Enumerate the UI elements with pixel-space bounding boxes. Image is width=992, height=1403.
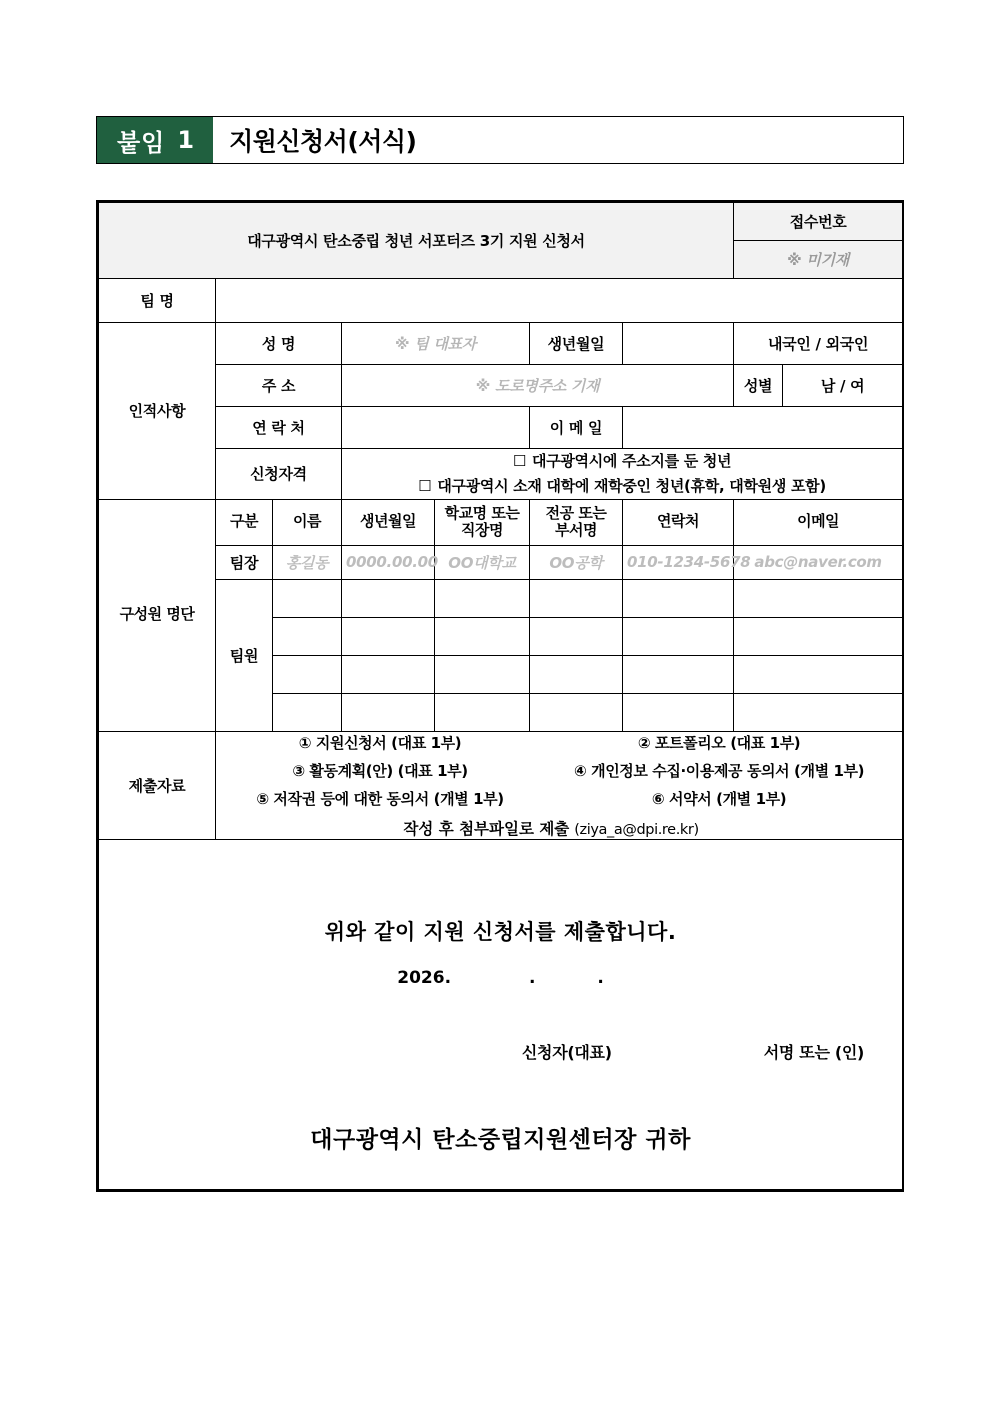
member-col-email-label: 이메일 [797,512,840,531]
member-section-label: 구성원 명단 [99,499,216,731]
declaration-signature-line [103,1040,898,1063]
member-col-major [530,499,623,545]
documents-section-label: 제출자료 [99,731,216,839]
declaration-statement: 위와 같이 지원 신청서를 제출합니다. [324,920,677,944]
member-major-input[interactable] [530,617,623,655]
personal-section-label: 인적사항 [99,323,216,500]
name-input[interactable]: ※ 팀 대표자 [342,323,530,365]
member-name-input[interactable] [273,617,342,655]
checkbox-icon[interactable]: ☐ [512,452,526,470]
member-col-name [273,499,342,545]
birth-input[interactable] [623,323,734,365]
personal-name-row [99,323,903,365]
attachment-tag [97,117,213,163]
member-birth-input[interactable] [342,579,435,617]
member-col-school-line2: 직장명 [461,521,503,539]
nationality-label[interactable]: 내국인 / 외국인 [734,323,903,365]
member-col-phone [623,499,734,545]
declaration-day-dot[interactable]: . [597,968,604,988]
member-col-birth [342,499,435,545]
declaration-year[interactable]: 2026. [397,968,452,988]
member-email-input[interactable] [734,655,903,693]
document-item-3: ③ 활동계획(안) (대표 1부) [292,761,468,780]
address-label: 주 소 [216,365,342,407]
receipt-number-note: ※ 미기재 [734,241,903,279]
leader-name-input[interactable]: 홍길동 [273,545,342,579]
checkbox-icon[interactable]: ☐ [418,476,432,495]
member-email-input[interactable] [734,617,903,655]
qualification-row [99,449,903,500]
declaration-block [99,839,903,1189]
name-label: 성 명 [216,323,342,365]
member-col-school-line1: 학교명 또는 [444,503,520,522]
member-phone-input[interactable] [623,579,734,617]
member-birth-input[interactable] [342,617,435,655]
declaration-addressee: 대구광역시 탄소중립지원센터장 귀하 [310,1127,691,1153]
member-email-input[interactable] [734,693,903,731]
documents-list [216,731,903,839]
document-title: 대구광역시 탄소중립 청년 서포터즈 3기 지원 신청서 [99,203,734,279]
documents-grid [220,732,898,809]
member-name-input[interactable] [273,655,342,693]
qualification-label: 신청자격 [216,449,342,500]
member-name-input[interactable] [273,579,342,617]
leader-major-input[interactable]: OO공학 [530,545,623,579]
member-row [99,579,903,617]
attachment-tag-number: 1 [177,126,196,154]
qualification-option-2[interactable] [346,474,898,499]
member-name-input[interactable] [273,693,342,731]
documents-footer-text: 작성 후 첨부파일로 제출 [403,819,570,838]
form-table [98,202,903,1190]
leader-email-input[interactable]: abc@naver.com [734,545,903,579]
document-item-2: ② 포트폴리오 (대표 1부) [637,733,801,752]
email-label: 이 메 일 [530,407,623,449]
member-email-input[interactable] [734,579,903,617]
application-form [96,200,904,1192]
leader-phone-input[interactable]: 010-1234-5678 [623,545,734,579]
member-table-header [99,499,903,545]
personal-address-row [99,365,903,407]
member-school-input[interactable] [435,693,530,731]
member-kind-leader: 팀장 [216,545,273,579]
documents-footer [220,817,898,839]
applicant-label: 신청자(대표) [521,1043,612,1062]
qualification-option-1[interactable] [346,449,898,474]
declaration-month-dot[interactable]: . [528,968,536,988]
member-major-input[interactable] [530,655,623,693]
member-col-major-line2: 부서명 [555,521,597,539]
team-name-input[interactable] [216,279,903,323]
document-item-1: ① 지원신청서 (대표 1부) [298,733,462,752]
member-row-leader [99,545,903,579]
gender-label: 성별 [734,365,783,407]
attachment-header [96,116,904,164]
member-col-phone-label: 연락처 [657,512,700,531]
document-item-4: ④ 개인정보 수집·이용제공 동의서 (개별 1부) [573,761,865,780]
birth-label: 생년월일 [530,323,623,365]
member-col-kind-label: 구분 [230,512,258,531]
member-birth-input[interactable] [342,693,435,731]
member-col-name-label: 이름 [293,512,321,531]
receipt-number-label: 접수번호 [734,203,903,241]
gender-options[interactable]: 남 / 여 [783,365,903,407]
member-col-birth-label: 생년월일 [360,512,416,531]
member-col-school [435,499,530,545]
address-input[interactable]: ※ 도로명주소 기재 [342,365,734,407]
phone-label: 연 락 처 [216,407,342,449]
member-school-input[interactable] [435,655,530,693]
member-phone-input[interactable] [623,617,734,655]
leader-birth-input[interactable]: 0000.00.00 [342,545,435,579]
member-major-input[interactable] [530,693,623,731]
qualification-options [342,449,903,500]
declaration-date [103,968,898,988]
declaration-row [99,839,903,1189]
member-kind-member: 팀원 [216,579,273,731]
team-name-row [99,279,903,323]
document-item-6: ⑥ 서약서 (개별 1부) [651,789,787,808]
qualification-option-2-label: 대구광역시 소재 대학에 재학중인 청년(휴학, 대학원생 포함) [437,476,826,495]
member-school-input[interactable] [435,579,530,617]
member-phone-input[interactable] [623,693,734,731]
signature-label[interactable]: 서명 또는 (인) [763,1043,865,1062]
title-row [99,203,903,241]
member-col-major-line1: 전공 또는 [545,503,607,522]
attachment-title: 지원신청서(서식) [229,127,417,156]
phone-input[interactable] [342,407,530,449]
member-col-kind [216,499,273,545]
document-item-5: ⑤ 저작권 등에 대한 동의서 (개별 1부) [256,789,504,808]
personal-contact-row [99,407,903,449]
documents-footer-email: (ziya_a@dpi.re.kr) [574,821,699,838]
member-col-email [734,499,903,545]
documents-row [99,731,903,839]
email-input[interactable] [623,407,903,449]
member-school-input[interactable] [435,617,530,655]
qualification-option-1-label: 대구광역시에 주소지를 둔 청년 [531,452,732,470]
member-major-input[interactable] [530,579,623,617]
member-phone-input[interactable] [623,655,734,693]
attachment-tag-label: 붙임 [117,128,166,157]
member-birth-input[interactable] [342,655,435,693]
team-name-label: 팀 명 [99,279,216,323]
leader-school-input[interactable]: OO대학교 [435,545,530,579]
